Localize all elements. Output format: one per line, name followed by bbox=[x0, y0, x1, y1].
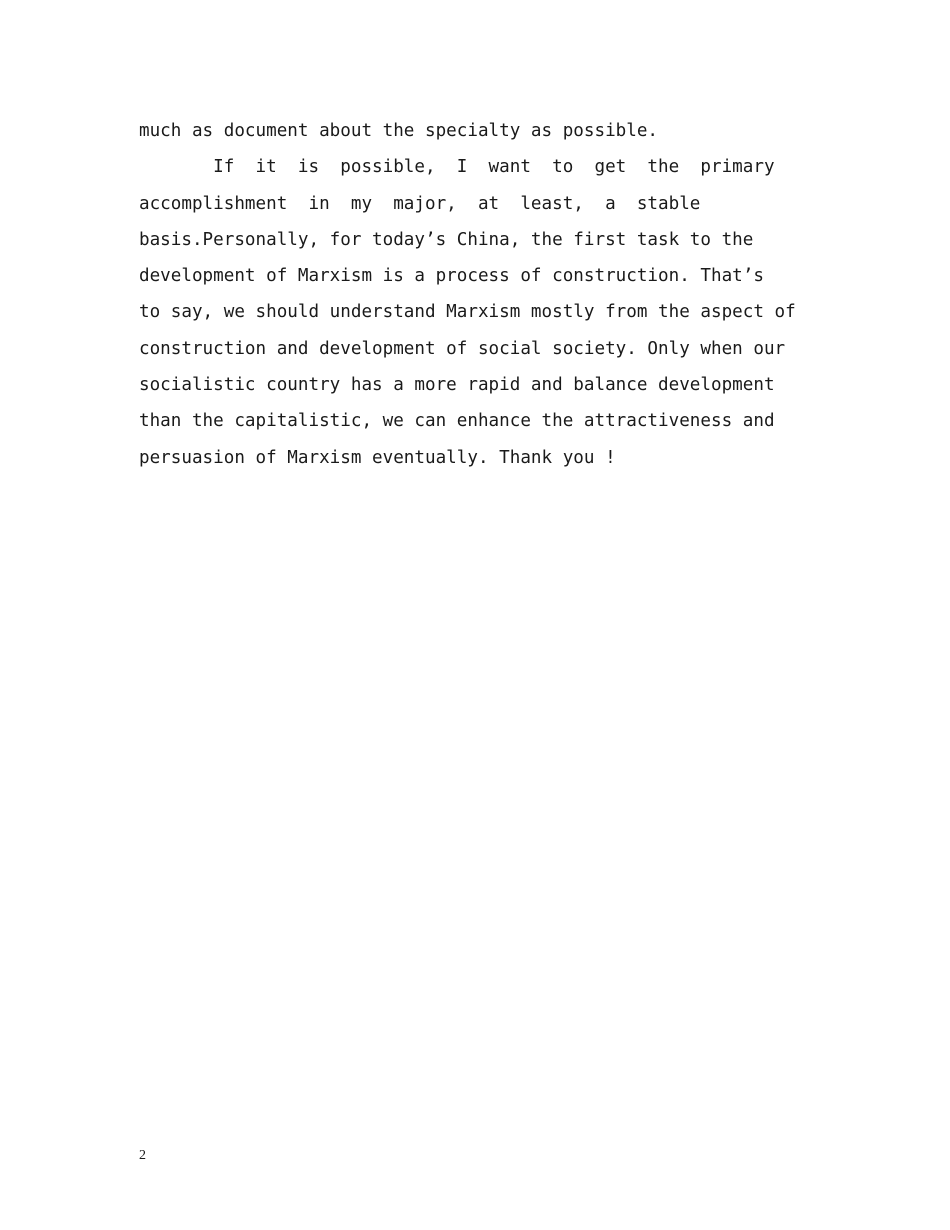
text-line-4: basis.Personally, for today’s China, the first task to the bbox=[139, 229, 754, 250]
text-line-8: socialistic country has a more rapid and balance development bbox=[139, 375, 775, 396]
text-line-2: If it is possible, I want to get the primary bbox=[139, 157, 775, 178]
text-line-7: construction and development of social society. Only when our bbox=[139, 338, 786, 359]
body-text bbox=[139, 113, 811, 476]
page-number: 2 bbox=[139, 1148, 146, 1163]
text-line-1: much as document about the specialty as possible. bbox=[139, 121, 659, 141]
text-line-9: than the capitalistic, we can enhance the attractiveness and bbox=[139, 411, 775, 432]
text-line-10: persuasion of Marxism eventually. Thank you ! bbox=[139, 447, 616, 468]
text-line-6: to say, we should understand Marxism mostly from the aspect of bbox=[139, 302, 796, 323]
text-line-5: development of Marxism is a process of construction. That’s bbox=[139, 266, 764, 287]
text-line-3: accomplishment in my major, at least, a stable bbox=[139, 193, 701, 214]
